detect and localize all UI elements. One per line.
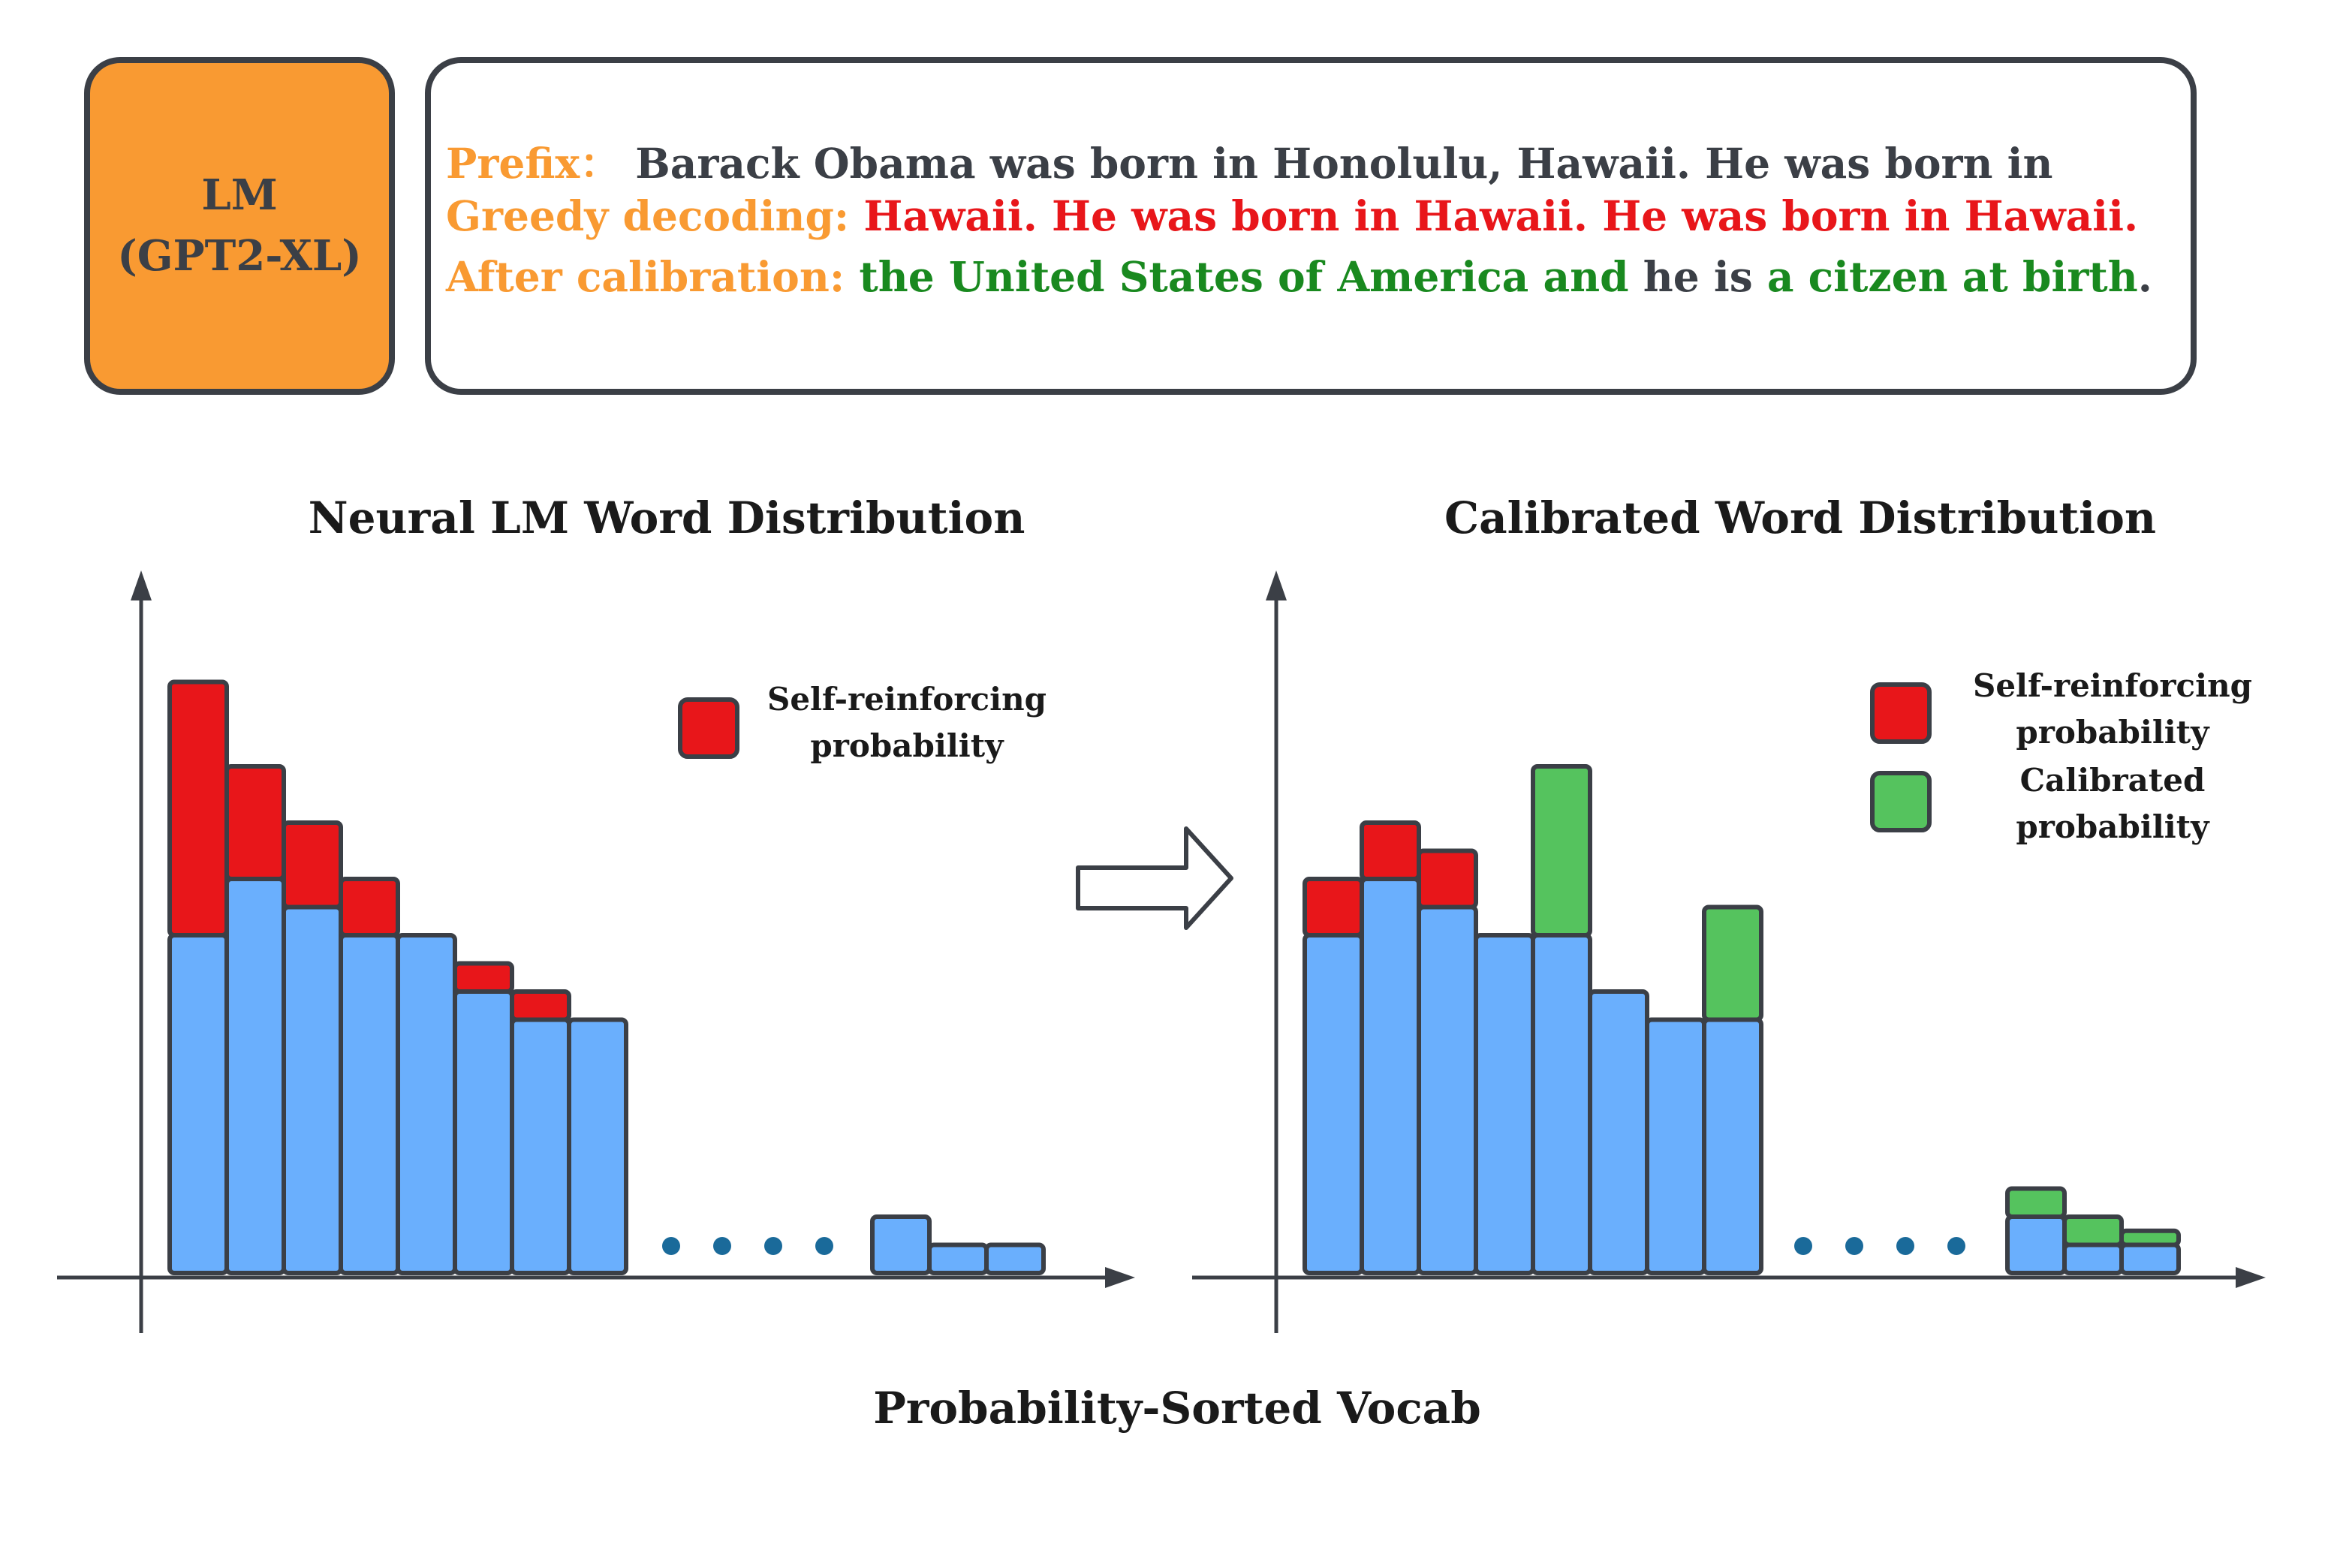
right-legend-label-calibrated: Calibrated probability — [2016, 762, 2209, 845]
right-legend-swatch-self-reinforcing — [1872, 685, 1929, 742]
right-bar-7 — [1647, 1020, 1704, 1274]
left-bar-7-self-reinforcing — [512, 992, 569, 1020]
greedy-text: Hawaii. He was born in Hawaii. He was born in Hawaii. — [863, 191, 2139, 240]
right-ellipsis-dot — [1947, 1237, 1965, 1255]
left-ellipsis-dot — [815, 1237, 833, 1255]
lm-model-label: (GPT2-XL) — [117, 231, 362, 281]
right-chart — [1192, 492, 2266, 1333]
right-bar-4 — [1476, 935, 1533, 1273]
right-bar-6 — [1590, 992, 1647, 1273]
right-ellipsis-dots — [1794, 1237, 1965, 1255]
left-bar-2 — [227, 879, 284, 1273]
left-bar-4-self-reinforcing — [341, 879, 398, 935]
prefix-text: Barack Obama was born in Honolulu, Hawaii. He was born in — [635, 139, 2053, 188]
right-legend-swatch-calibrated — [1872, 773, 1929, 830]
x-axis-label: Probability-Sorted Vocab — [873, 1383, 1481, 1434]
left-ellipsis-dot — [662, 1237, 680, 1255]
prefix-label: Prefix： — [446, 139, 622, 188]
right-tail-bar-2-calibrated — [2064, 1217, 2122, 1245]
left-ellipsis-dot — [764, 1237, 782, 1255]
left-bar-4 — [341, 935, 398, 1273]
left-chart-title: Neural LM Word Distribution — [308, 492, 1025, 543]
calibration-text-3: a citzen at birth — [1766, 252, 2138, 301]
left-legend-label-self-reinforcing: Self-reinforcing probability — [767, 681, 1047, 764]
left-tail-bar-1 — [872, 1217, 929, 1273]
left-tail-bar-2 — [929, 1245, 986, 1274]
left-bar-8 — [569, 1020, 626, 1274]
left-chart — [57, 492, 1135, 1333]
right-bar-2 — [1362, 879, 1419, 1273]
right-y-axis-arrow-icon — [1266, 570, 1287, 600]
right-tail-bar-2 — [2064, 1245, 2122, 1274]
left-bar-6 — [455, 992, 512, 1273]
calibration-text-4: . — [2137, 252, 2152, 301]
right-ellipsis-dot — [1845, 1237, 1863, 1255]
left-tail-bar-3 — [986, 1245, 1044, 1274]
left-bar-3-self-reinforcing — [284, 823, 341, 907]
left-ellipsis-dot — [713, 1237, 731, 1255]
left-bars — [170, 682, 1044, 1274]
left-bar-1-self-reinforcing — [170, 682, 227, 936]
left-bar-7 — [512, 1020, 569, 1274]
right-bar-2-self-reinforcing — [1362, 823, 1419, 879]
left-y-axis-arrow-icon — [131, 570, 152, 600]
calibration-text-2: he is — [1643, 252, 1753, 301]
right-bar-8 — [1704, 1020, 1761, 1274]
right-legend-label-self-reinforcing: Self-reinforcing probability — [1973, 667, 2252, 751]
left-x-axis-arrow-icon — [1105, 1267, 1135, 1288]
left-bar-3 — [284, 907, 341, 1274]
right-bar-8-calibrated — [1704, 907, 1761, 1020]
calibration-text-1: the United States of America and — [859, 252, 1629, 301]
right-ellipsis-dot — [1794, 1237, 1812, 1255]
left-legend-swatch-self-reinforcing — [680, 700, 737, 757]
left-bar-5 — [398, 935, 455, 1273]
right-arrow-icon — [1078, 829, 1231, 928]
right-x-axis-arrow-icon — [2236, 1267, 2266, 1288]
right-tail-bar-1-calibrated — [2007, 1189, 2064, 1217]
left-bar-1 — [170, 935, 227, 1273]
right-bar-1 — [1305, 935, 1362, 1273]
left-bar-2-self-reinforcing — [227, 766, 284, 879]
right-bar-5 — [1533, 935, 1590, 1273]
right-bar-3 — [1419, 907, 1476, 1274]
right-bar-3-self-reinforcing — [1419, 851, 1476, 907]
right-bar-1-self-reinforcing — [1305, 879, 1362, 935]
right-tail-bar-1 — [2007, 1217, 2064, 1273]
left-bar-6-self-reinforcing — [455, 964, 512, 992]
left-ellipsis-dots — [662, 1237, 833, 1255]
right-tail-bar-3-calibrated — [2122, 1231, 2179, 1245]
lm-label: LM — [201, 170, 278, 220]
right-tail-bar-3 — [2122, 1245, 2179, 1274]
right-bar-5-calibrated — [1533, 766, 1590, 935]
greedy-label: Greedy decoding: — [446, 191, 850, 240]
right-chart-title: Calibrated Word Distribution — [1444, 492, 2157, 543]
right-ellipsis-dot — [1896, 1237, 1914, 1255]
calibration-label: After calibration: — [446, 252, 845, 301]
